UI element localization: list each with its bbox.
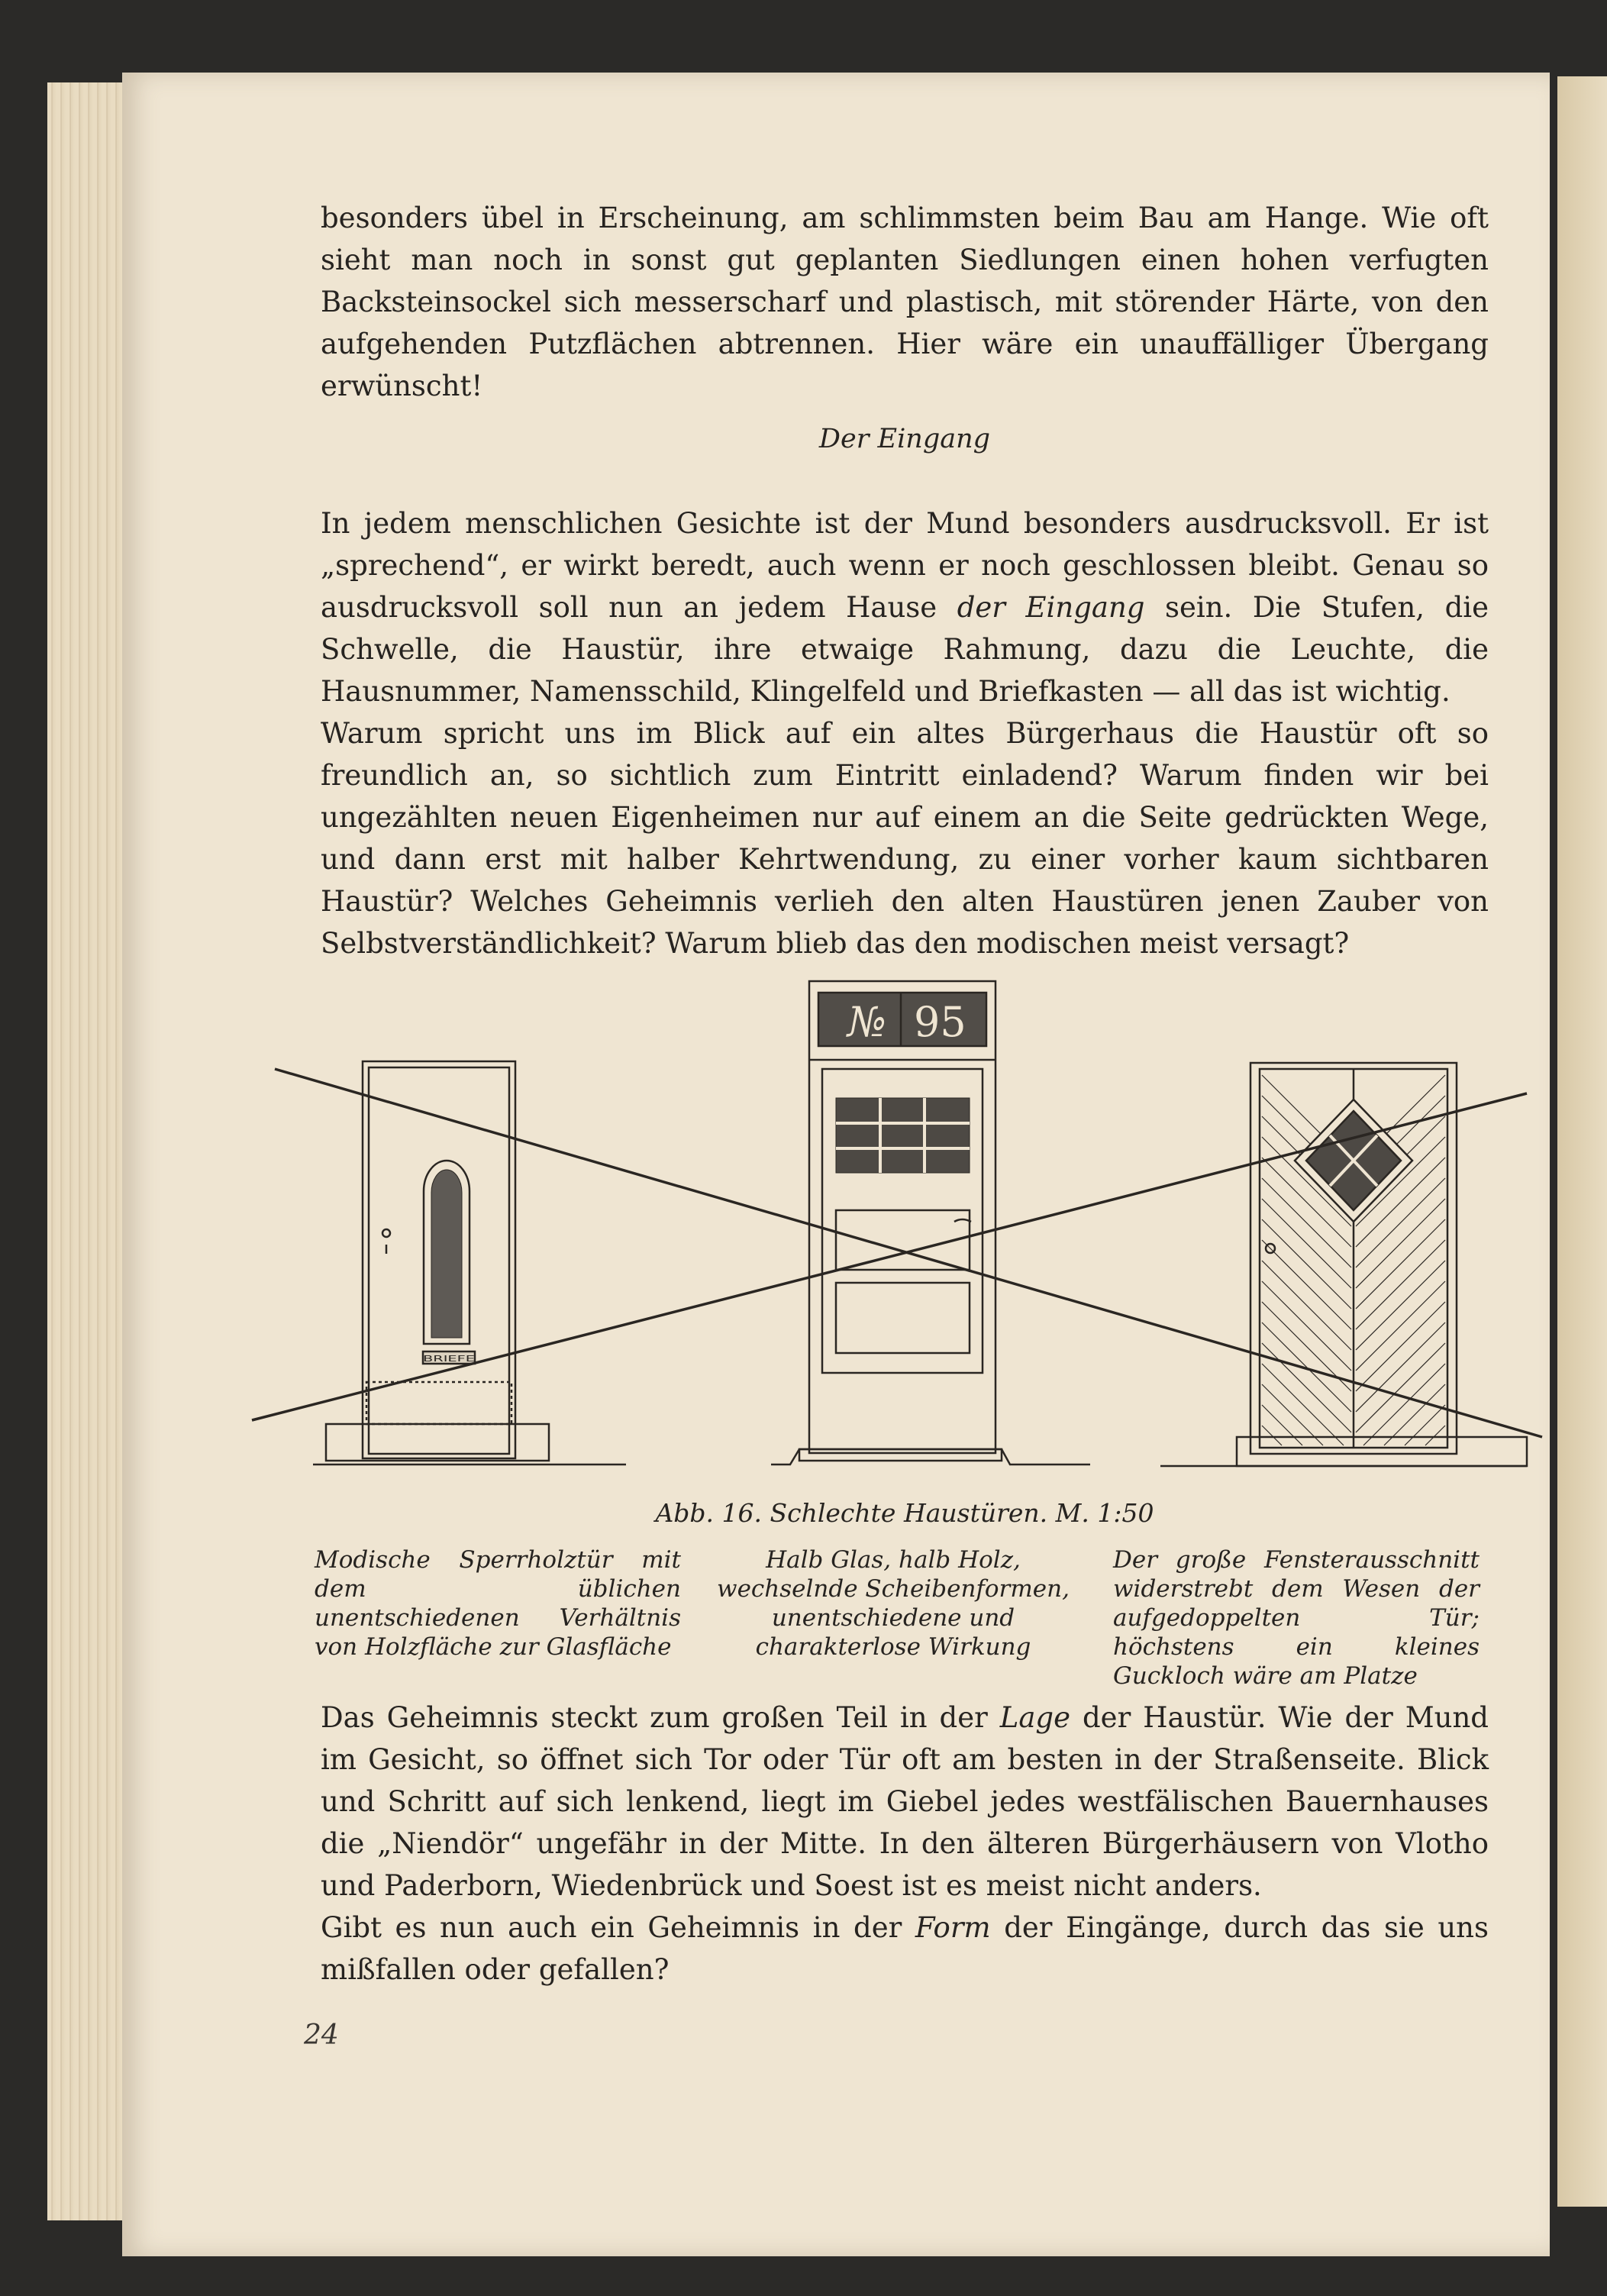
figure-caption: Abb. 16. Schlechte Haustüren. M. 1:50 bbox=[655, 1498, 1154, 1528]
intro-paragraph: besonders übel in Erscheinung, am schlimmsten beim Bau am Hange. Wie oft sieht man noch in sonst gut geplanten Siedlungen einen hohen verfugten Backsteinsockel sich messerscharf und plastisch, mit störender Härte, von den aufgehenden Putzflächen abtrennen. Hier wäre ein unauffälliger Übergang erwünscht! bbox=[321, 202, 1489, 402]
body-paragraph-2: Warum spricht uns im Blick auf ein altes Bürgerhaus die Haustür oft so freundlich an, so sichtlich zum Eintritt einladend? Warum finden wir bei ungezählten neuen Eigenheimen nur auf einem an die Seite gedrückten Wege, und dann erst mit halber Kehrtwendung, zu einer vorher kaum sichtbaren Haustür? Welches Geheimnis verlieh den alten Haustüren jenen Zauber von Selbstverständlichkeit? Warum blieb das den modischen meist versagt? bbox=[321, 717, 1489, 960]
page-number: 24 bbox=[304, 2020, 339, 2051]
emphasis-lage: Lage bbox=[999, 1701, 1071, 1734]
emphasis-form: Form bbox=[915, 1911, 991, 1944]
caption-door-3: Der große Fensterausschnitt widerstrebt dem Wesen der aufgedoppelten Tür; höchstens ein kleines Guckloch wäre am Platze bbox=[1113, 1546, 1480, 1690]
emphasis-eingang: der Eingang bbox=[957, 591, 1145, 624]
body-paragraph-4: Gibt es nun auch ein Geheimnis in der Form der Eingänge, durch das sie uns mißfallen oder gefallen? bbox=[321, 1911, 1489, 1986]
caption-door-2: Halb Glas, halb Holz, wechselnde Scheibenformen, unentschiedene und charakterlose Wirkung bbox=[717, 1546, 1070, 1661]
mailbox-label: BRIEFE bbox=[423, 1354, 476, 1364]
caption-door-1: Modische Sperrholztür mit dem üblichen unentschiedenen Verhältnis von Holzfläche zur Glasfläche bbox=[315, 1546, 681, 1661]
door-half-glass bbox=[771, 981, 1090, 1464]
page-stack-edge bbox=[47, 82, 131, 2220]
door-plywood bbox=[313, 1061, 626, 1464]
house-number-sign: № bbox=[847, 998, 887, 1046]
house-number: 95 bbox=[914, 998, 966, 1046]
section-heading: Der Eingang bbox=[818, 424, 991, 454]
doors-illustration bbox=[244, 970, 1557, 1497]
body-paragraph-1: In jedem menschlichen Gesichte ist der Mund besonders ausdrucksvoll. Er ist „sprechend“, er wirkt beredt, auch wenn er noch geschlossen bleibt. Genau so ausdrucksvoll soll nun an jedem Hause der Eingang sein. Die Stufen, die Schwelle, die Haustür, ihre etwaige Rahmung, dazu die Leuchte, die Hausnummer, Namensschild, Klingelfeld und Briefkasten — all das ist wichtig. Warum spricht uns im Blick auf ein altes Bürgerhaus die Haustür oft so freundlich an, so sichtlich zum Eintritt einladend? Warum finden wir bei ungezählten neuen Eigenheimen nur auf einem an die Seite gedrückten Wege, und dann erst mit halber Kehrtwendung, zu einer vorher kaum sichtbaren Haustür? Welches Geheimnis verlieh den alten Haustüren jenen Zauber von Selbstverständlichkeit? Warum blieb das den modischen meist versagt? bbox=[321, 502, 1489, 964]
body-paragraph-3: Das Geheimnis steckt zum großen Teil in der Lage der Haustür. Wie der Mund im Gesicht, so öffnet sich Tor oder Tür oft am besten in der Straßenseite. Blick und Schritt auf sich lenkend, liegt im Giebel jedes westfälischen Bauernhauses die „Niendör“ ungefähr in der Mitte. In den älteren Bürgerhäusern von Vlotho und Paderborn, Wiedenbrück und Soest ist es meist nicht anders. Gibt es nun auch ein Geheimnis in der Form der Eingänge, durch das sie uns mißfallen oder gefallen? bbox=[321, 1697, 1489, 1991]
door-planked bbox=[1160, 1063, 1527, 1466]
next-page-edge bbox=[1557, 76, 1607, 2207]
